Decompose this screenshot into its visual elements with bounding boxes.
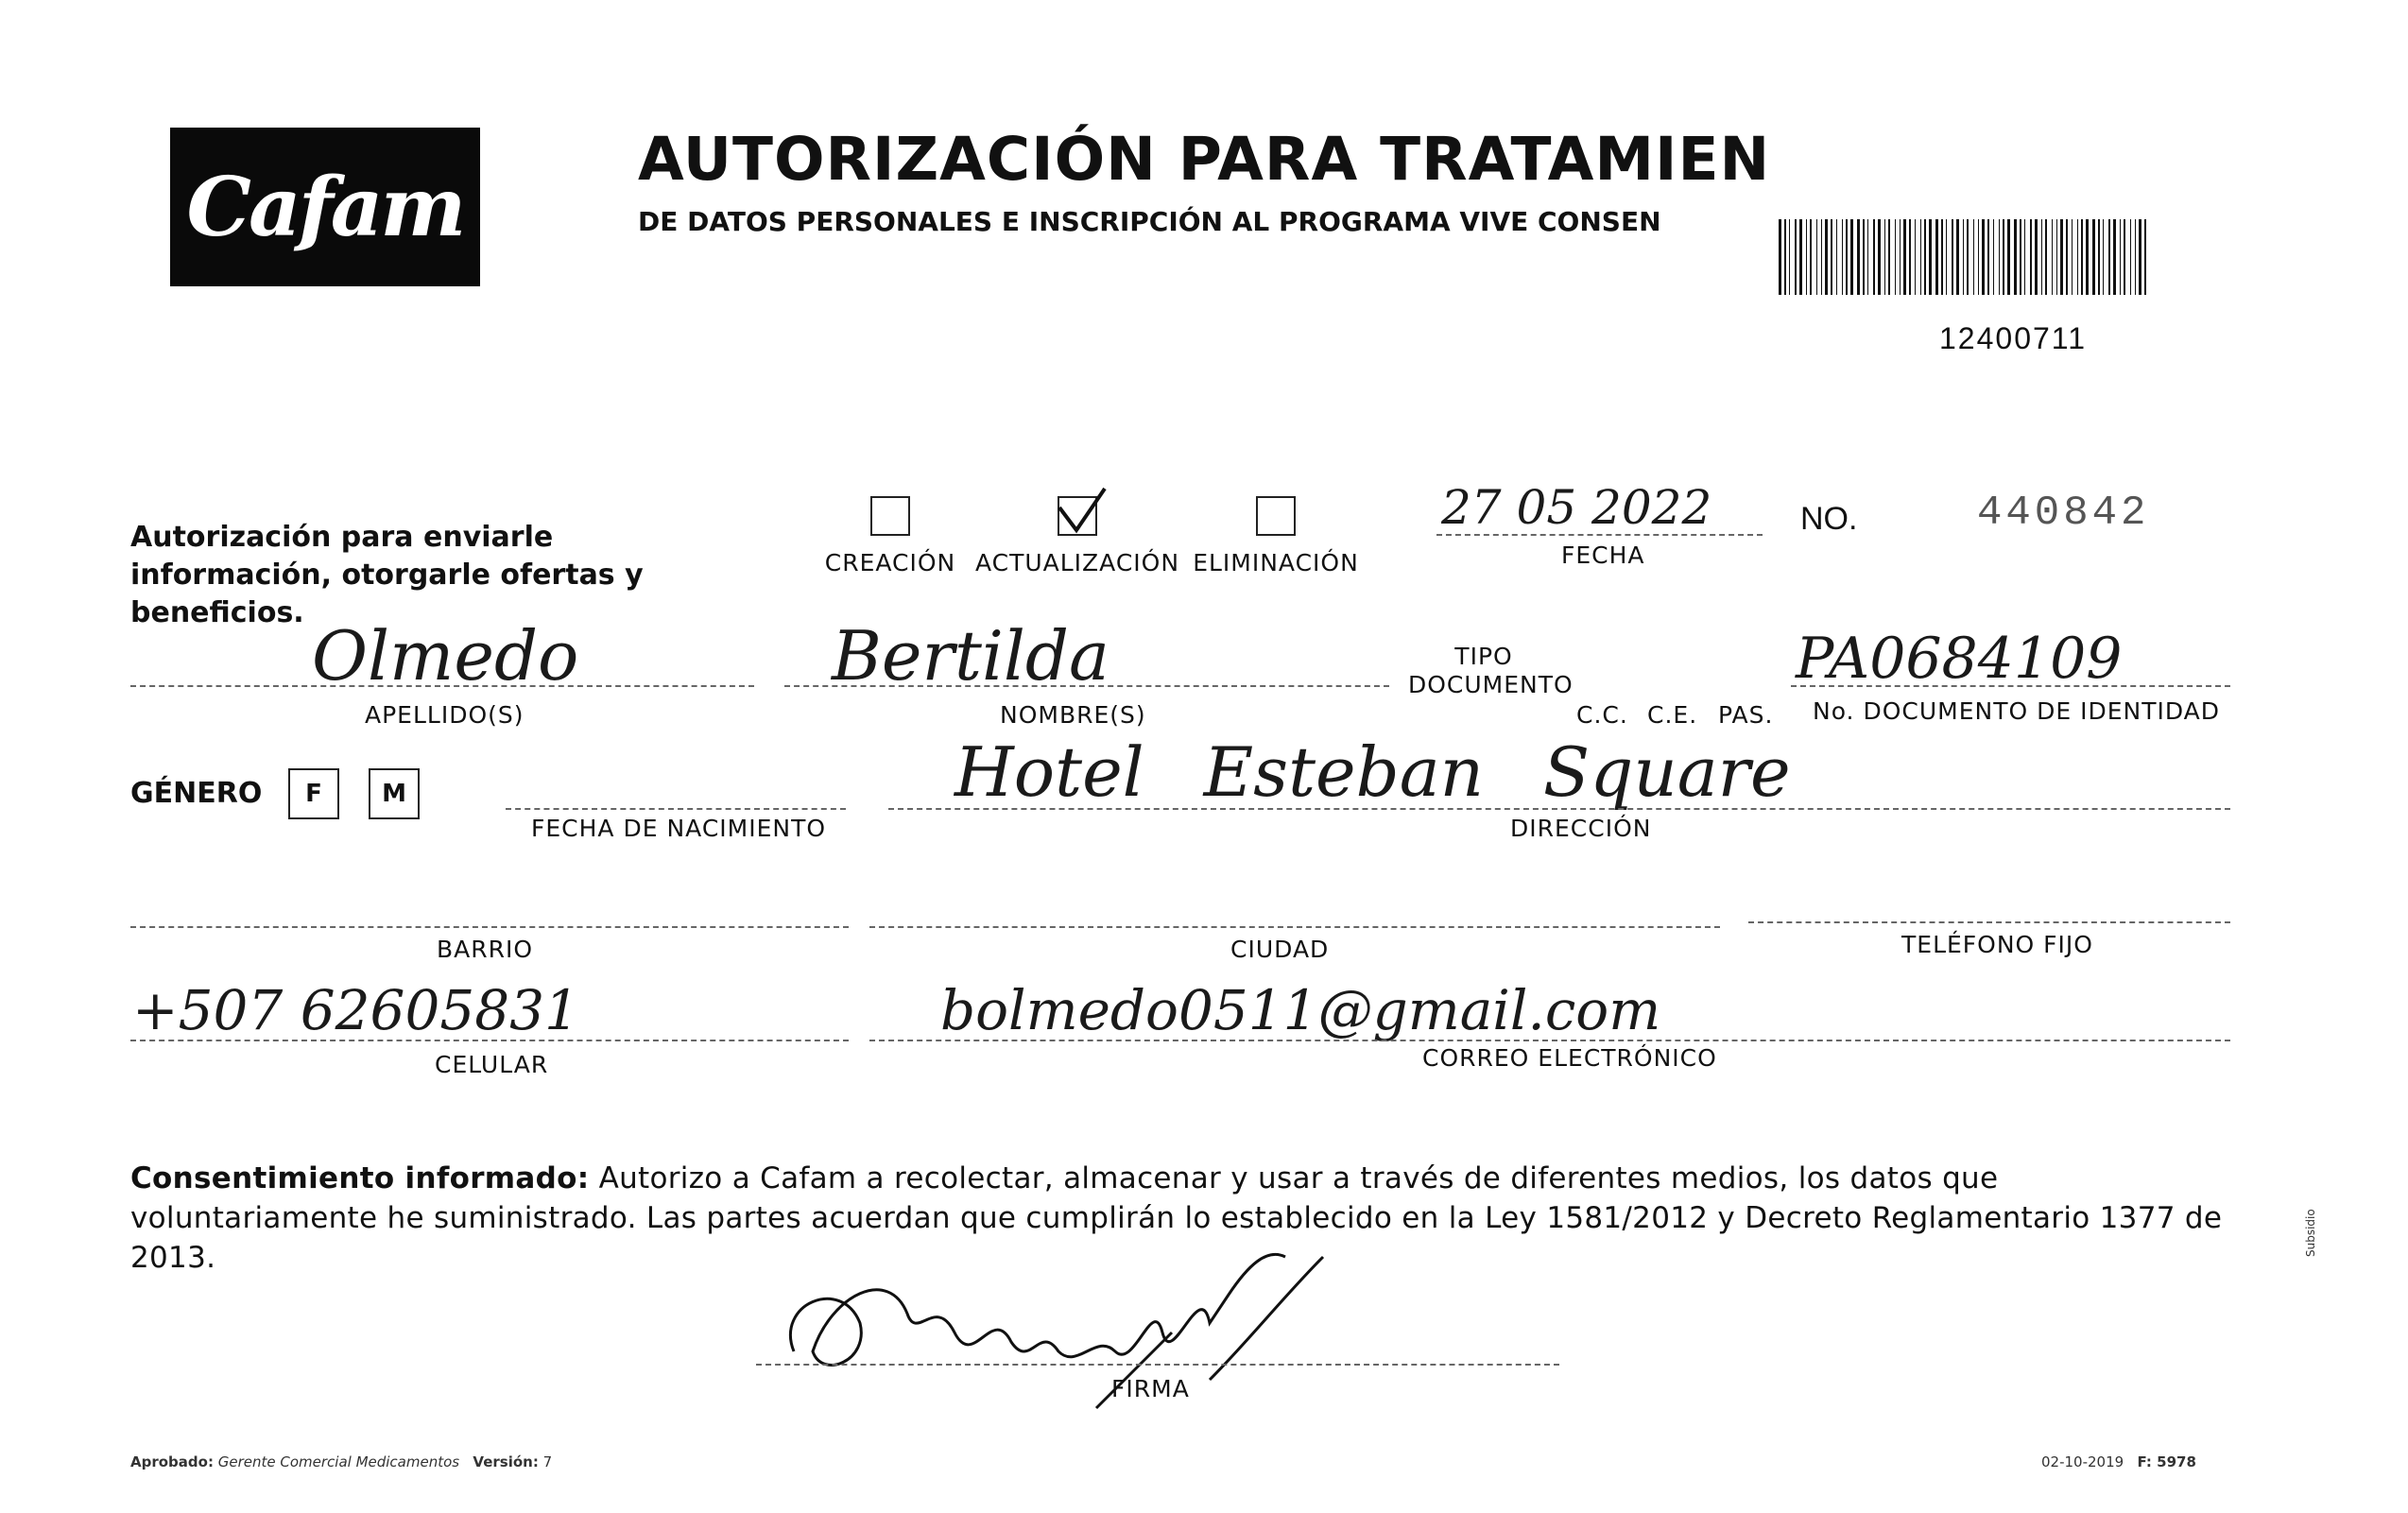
pas-label: PAS. [1718, 701, 1774, 729]
nombres-label: NOMBRE(S) [1000, 701, 1146, 729]
cc-label: C.C. [1576, 701, 1628, 729]
direccion-label: DIRECCIÓN [1510, 815, 1652, 842]
checkbox-actualizacion[interactable] [1058, 496, 1097, 536]
correo-value: bolmedo0511@gmail.com [940, 978, 1661, 1042]
checkbox-actualizacion-label: ACTUALIZACIÓN [974, 549, 1180, 576]
direccion-line[interactable] [888, 808, 2230, 810]
fecha-label: FECHA [1561, 542, 1645, 569]
barrio-label: BARRIO [437, 936, 534, 963]
firma-line[interactable] [756, 1364, 1559, 1366]
numero-documento-line[interactable] [1791, 685, 2230, 687]
fecha-value: 27 05 2022 [1441, 480, 1712, 535]
celular-label: CELULAR [435, 1051, 549, 1078]
ciudad-label: CIUDAD [1230, 936, 1330, 963]
direccion-value: Hotel Esteban Square [955, 732, 1791, 812]
barrio-line[interactable] [130, 926, 849, 928]
firma-label: FIRMA [1111, 1375, 1190, 1402]
celular-line[interactable] [130, 1040, 849, 1041]
numero-label: NO. [1800, 501, 1858, 537]
logo-text: Cafam [186, 159, 464, 255]
telefono-fijo-label: TELÉFONO FIJO [1901, 931, 2093, 958]
checkbox-actualizacion-group[interactable] [973, 496, 1181, 576]
checkbox-creacion-group[interactable] [815, 496, 966, 576]
checkbox-eliminacion-group[interactable] [1186, 496, 1366, 576]
signature-drawing [756, 1238, 1380, 1427]
fecha-nacimiento-line[interactable] [506, 808, 846, 810]
genero-m-box[interactable] [369, 768, 420, 819]
cafam-logo [170, 128, 480, 286]
checkbox-creacion-label: CREACIÓN [824, 549, 956, 576]
barcode [1779, 219, 2147, 295]
genero-label: GÉNERO [130, 777, 263, 810]
correo-line[interactable] [869, 1040, 2230, 1041]
ce-label: C.E. [1647, 701, 1698, 729]
check-mark-icon [1054, 485, 1110, 542]
footer-code: F: 5978 [2137, 1453, 2196, 1470]
nombres-value: Bertilda [832, 616, 1109, 696]
correo-label: CORREO ELECTRÓNICO [1422, 1044, 1717, 1072]
fecha-line [1436, 534, 1763, 536]
checkbox-creacion[interactable] [870, 496, 910, 536]
apellidos-value: Olmedo [312, 616, 579, 696]
form-title: AUTORIZACIÓN PARA TRATAMIEN [638, 125, 1771, 194]
checkbox-eliminacion-label: ELIMINACIÓN [1193, 549, 1359, 576]
aprobado-label: Aprobado: [130, 1453, 214, 1470]
consent-heading: Consentimiento informado: [130, 1161, 590, 1195]
intro-text: Autorización para enviarle información, otorgarle ofertas y beneficios. [130, 521, 644, 629]
version-label: Versión: [473, 1453, 539, 1470]
ciudad-line[interactable] [869, 926, 1720, 928]
form-subtitle: DE DATOS PERSONALES E INSCRIPCIÓN AL PROGRAMA VIVE CONSEN [638, 206, 1661, 237]
fecha-nacimiento-label: FECHA DE NACIMIENTO [531, 815, 827, 842]
footer-left [130, 1453, 552, 1470]
version-value: 7 [542, 1453, 553, 1470]
apellidos-line[interactable] [130, 685, 754, 687]
genero-m-label: M [382, 780, 406, 808]
numero-documento-value: PA0684109 [1796, 626, 2123, 692]
genero-f-label: F [305, 780, 322, 808]
side-vertical-text: Subsidio [2304, 1209, 2317, 1257]
numero-value: 440842 [1977, 490, 2150, 537]
celular-value: +507 62605831 [132, 978, 579, 1042]
checkbox-eliminacion[interactable] [1256, 496, 1296, 536]
genero-f-box[interactable] [288, 768, 339, 819]
footer-right [2041, 1453, 2196, 1470]
consent-text: Autorizo a Cafam a recolectar, almacenar y usar a través de diferentes medios, los datos que voluntariamente he suministrado. Las partes acuerdan que cumplirán lo establecido en la Ley 1581/2012 y Decreto Reglamentario 1377 de 2013. [130, 1161, 2223, 1275]
tipo-documento-label: TIPO DOCUMENTO [1408, 643, 1574, 698]
aprobado-value: Gerente Comercial Medicamentos [217, 1453, 460, 1470]
footer-date: 02-10-2019 [2041, 1453, 2124, 1470]
nombres-line[interactable] [784, 685, 1389, 687]
apellidos-label: APELLIDO(S) [365, 701, 525, 729]
telefono-fijo-line[interactable] [1748, 921, 2230, 923]
barcode-number: 12400711 [1939, 321, 2087, 355]
numero-documento-label: No. DOCUMENTO DE IDENTIDAD [1813, 697, 2221, 725]
